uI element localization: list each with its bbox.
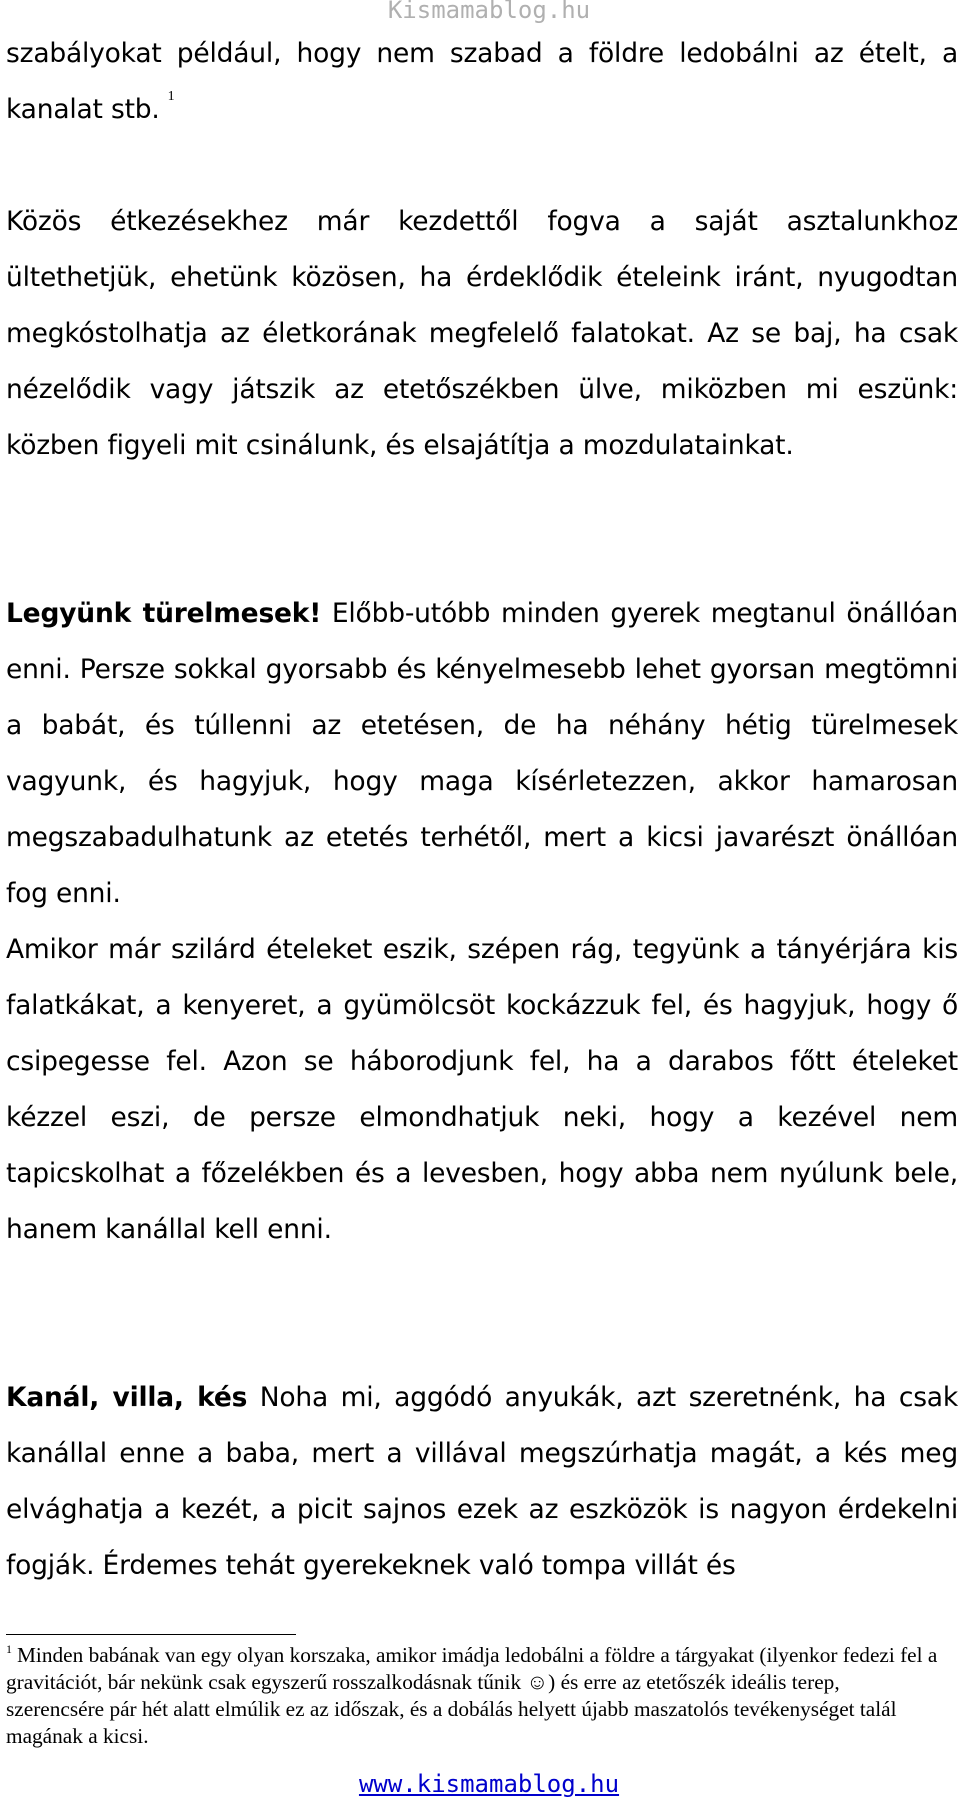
footnote-number: 1 [6,1642,12,1656]
footnote-reference[interactable]: 1 [167,89,175,104]
paragraph: Közös étkezésekhez már kezdettől fogva a saját asztalunkhoz ültethetjük, ehetünk közösen, ha érdeklődik ételeink iránt, nyugodtan megkóstolhatja az életkorának megfelelő falatokat. Az se baj, ha csak nézelődik vagy játszik az etetőszékben ülve, miközben mi eszünk: közben figyeli mit csinálunk, és elsajátítja a mozdulatainkat. [6,206,958,461]
site-name: Kismamablog.hu [387,0,591,24]
paragraph-text: Noha mi, aggódó anyukák, azt szeretnénk, ha csak kanállal enne a baba, mert a villával megszúrhatja magát, a kés meg elvághatja a kezét, a picit sajnos ezek az eszközök is nagyon érdekelni fogják. Érdemes tehát gyerekeknek való tompa villát és [6,1382,958,1581]
footnote-separator [6,1634,296,1635]
smiley-icon: ☺ [526,1670,549,1694]
paragraph [6,26,958,138]
site-link[interactable]: www.kismamablog.hu [358,1770,620,1798]
footnote-text: ) és erre az etetőszék ideális terep, szerencsére pár hét alatt elmúlik ez az időszak, és a dobálás helyett újabb maszatolós tevékenységet talál magának a kicsi. [6,1670,897,1748]
paragraph [6,1370,958,1594]
site-footer [0,1770,960,1798]
paragraph [6,586,958,922]
site-header [0,0,960,24]
paragraph: Amikor már szilárd ételeket eszik, szépen rág, tegyünk a tányérjára kis falatkákat, a kenyeret, a gyümölcsöt kockázzuk fel, és hagyjuk, hogy ő csipegesse fel. Azon se háborodjunk fel, ha a darabos főtt ételeket kézzel eszi, de persze elmondhatjuk neki, hogy a kezével nem tapicskolhat a főzelékben és a levesben, hogy abba nem nyúlunk bele, hanem kanállal kell enni. [6,934,958,1245]
footnote [6,1642,942,1750]
footnote-text: Minden babának van egy olyan korszaka, amikor imádja ledobálni a földre a tárgyakat (ilyenkor fedezi fel a gravitációt, bár nekünk csak egyszerű rosszalkodásnak tűnik [6,1643,938,1694]
paragraph-text: szabályokat például, hogy nem szabad a földre ledobálni az ételt, a kanalat stb. [6,38,958,125]
paragraph-heading: Legyünk türelmesek! [6,598,322,629]
paragraph-heading: Kanál, villa, kés [6,1382,248,1413]
article-body [6,26,958,1594]
paragraph-text: Előbb-utóbb minden gyerek megtanul önállóan enni. Persze sokkal gyorsabb és kényelmesebb lehet gyorsan megtömni a babát, és túllenni az etetésen, de ha néhány hétig türelmesek vagyunk, és hagyjuk, hogy maga kísérletezzen, akkor hamarosan megszabadulhatunk az etetés terhétől, mert a kicsi javarészt önállóan fog enni. [6,598,958,909]
